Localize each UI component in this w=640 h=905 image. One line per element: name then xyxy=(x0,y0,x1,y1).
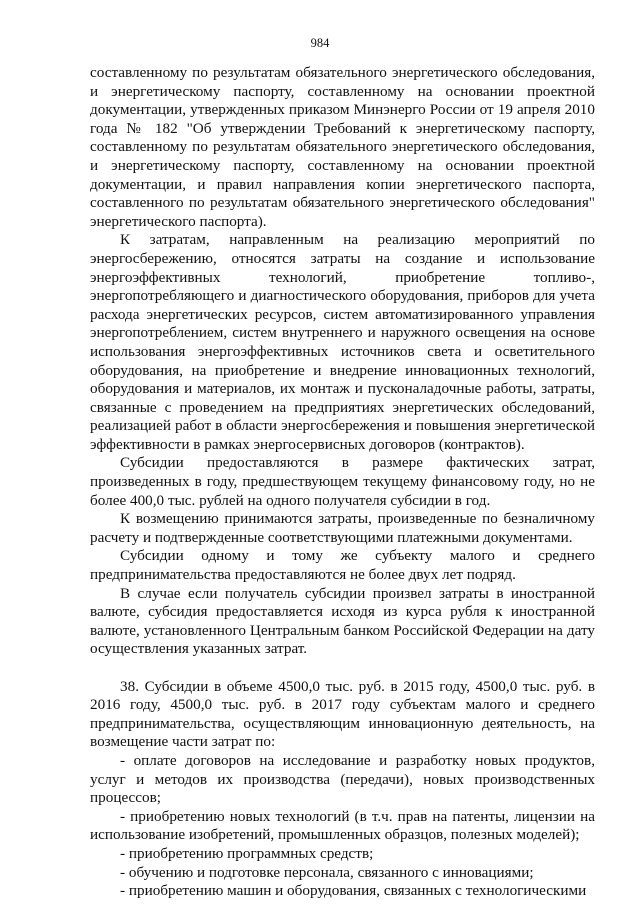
paragraph-energy-saving-costs: К затратам, направленным на реализацию мероприятий по энергосбережению, относятся затраты на создание и использование энергоэффективных технологий, приобретение топливо-, энергопотребляющего и диагностического оборудования, приборов для учета расхода энергетических ресурсов, систем автоматизированного управления энергопотреблением, систем внутреннего и наружного освещения на основе использования энергоэффективных источников света и осветительного оборудования, на приобретение и внедрение инновационных технологий, оборудования и материалов, их монтаж и пусконаладочные работы, затраты, связанные с проведением на предприятиях энергетических обследований, реализацией работ в области энергосбережения и повышения энергетической эффективности в рамках энергосервисных договоров (контрактов). xyxy=(90,231,595,453)
paragraph-subsidy-amount: Субсидии предоставляются в размере фактических затрат, произведенных в году, предшествующем текущему финансовому году, но не более 400,0 тыс. рублей на одного получателя субсидии в год. xyxy=(90,454,595,509)
paragraph-energy-passport-continuation: составленному по результатам обязательного энергетического обследования, и энергетическому паспорту, составленному на основании проектной документации, утвержденных приказом Минэнерго России от 19 апреля 2010 года № 182 "Об утверждении Требований к энергетическому паспорту, составленному по результатам обязательного энергетического обследования, и энергетическому паспорту, составленному на основании проектной документации, и правил направления копии энергетического паспорта, составленного по результатам обязательного энергетического обследования" энергетического паспорта). xyxy=(90,64,595,230)
list-item-machinery: - приобретению машин и оборудования, связанных с технологическими xyxy=(120,882,587,900)
list-item-software: - приобретению программных средств; xyxy=(120,844,374,862)
paragraph-item-38: 38. Субсидии в объеме 4500,0 тыс. руб. в 2015 году, 4500,0 тыс. руб. в 2016 году, 4500,0 тыс. руб. в 2017 году субъектам малого и среднего предпринимательства, осуществляющим инновационную деятельность, на возмещение части затрат по: xyxy=(90,677,595,751)
paragraph-foreign-currency: В случае если получатель субсидии произвел затраты в иностранной валюте, субсидия предоставляется исходя из курса рубля к иностранной валюте, установленного Центральным банком Российской Федерации на дату осуществления указанных затрат. xyxy=(90,584,595,658)
list-item-research-contracts: - оплате договоров на исследование и разработку новых продуктов, услуг и методов их производства (передачи), новых производственных процессов; xyxy=(90,751,595,807)
page-number: 984 xyxy=(310,36,330,50)
paragraph-reimbursement-costs: К возмещению принимаются затраты, произведенные по безналичному расчету и подтвержденные соответствующими платежными документами. xyxy=(90,510,595,546)
list-item-new-technologies: - приобретению новых технологий (в т.ч. прав на патенты, лицензии на использование изобретений, промышленных образцов, полезных моделей); xyxy=(90,807,595,844)
paragraph-subsidy-limit: Субсидии одному и тому же субъекту малого и среднего предпринимательства предоставляются не более двух лет подряд. xyxy=(90,547,595,584)
list-item-staff-training: - обучению и подготовке персонала, связанного с инновациями; xyxy=(120,863,534,881)
document-body xyxy=(90,64,595,901)
